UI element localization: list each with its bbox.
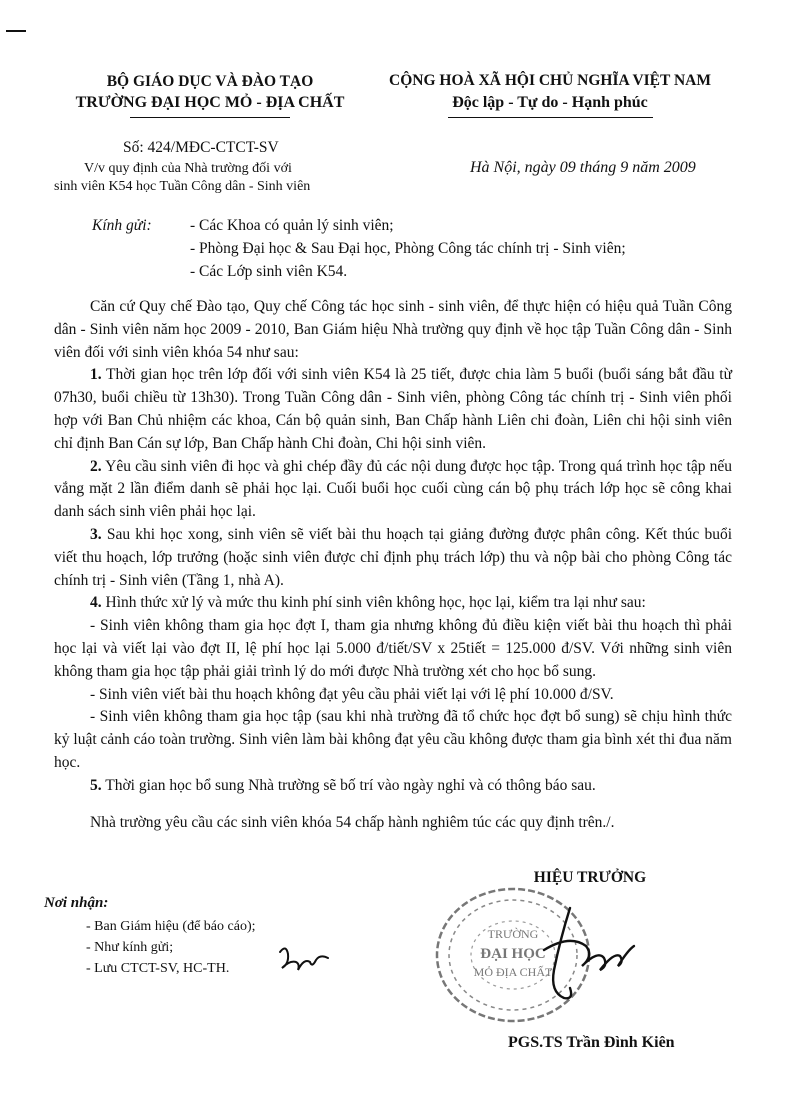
subject-line-1: V/v quy định của Nhà trường đối với <box>84 161 292 176</box>
sub-item: - Sinh viên không tham gia học đợt I, tham gia nhưng không đủ điều kiện viết bài thu hoạch thì phải học lại và viết lại vào đợt II, lệ phí học lại 5.000 đ/tiết/SV x 25tiết = 125.000 đ/SV. Với những sinh viên không tham gia học tập phải giải trình lý do mới được Nhà trường xét cho học bổ sung. <box>54 617 732 680</box>
header-underline-right <box>448 117 653 118</box>
intro-paragraph: Căn cứ Quy chế Đào tạo, Quy chế Công tác học sinh - sinh viên, để thực hiện có hiệu quả Tuần Công dân - Sinh viên năm học 2009 - 2010, Ban Giám hiệu Nhà trường quy định về học tập Tuần Công dân - Sinh viên đối với sinh viên khóa 54 như sau: <box>54 298 732 361</box>
addressee-item: - Phòng Đại học & Sau Đại học, Phòng Công tác chính trị - Sinh viên; <box>190 240 626 257</box>
country-name: CỘNG HOÀ XÃ HỘI CHỦ NGHĨA VIỆT NAM <box>389 72 711 89</box>
sub-item: - Sinh viên không tham gia học tập (sau khi nhà trường đã tổ chức học đợt bổ sung) sẽ chịu hình thức kỷ luật cảnh cáo toàn trường. Sinh viên làm bài không đạt yêu cầu không được tham gia bình xét thi đua năm học. <box>54 708 732 771</box>
closing-paragraph: Nhà trường yêu cầu các sinh viên khóa 54 chấp hành nghiêm túc các quy định trên./. <box>90 813 615 831</box>
subject-line-2: sinh viên K54 học Tuần Công dân - Sinh viên <box>54 179 311 194</box>
document-number: Số: 424/MĐC-CTCT-SV <box>123 139 279 156</box>
addressee-item: - Các Khoa có quản lý sinh viên; <box>190 217 394 234</box>
initials-signature-icon <box>276 942 332 976</box>
body-item-4 <box>54 592 732 615</box>
item-text: Hình thức xử lý và mức thu kinh phí sinh viên không học, học lại, kiểm tra lại như sau: <box>105 594 646 612</box>
item-number: 2. <box>90 457 102 475</box>
ministry-name: BỘ GIÁO DỤC VÀ ĐÀO TẠO <box>106 73 314 90</box>
item-number: 4. <box>90 594 102 612</box>
item-number: 1. <box>90 366 102 384</box>
addressees-label: Kính gửi: <box>92 217 152 234</box>
svg-text:ĐẠI HỌC: ĐẠI HỌC <box>480 946 546 962</box>
item-number: 3. <box>90 525 102 543</box>
body-item-2 <box>54 456 732 524</box>
svg-text:TRƯỜNG: TRƯỜNG <box>487 927 539 941</box>
body-item-1 <box>54 364 732 455</box>
recipients-label: Nơi nhận: <box>44 895 109 911</box>
sub-item: - Sinh viên viết bài thu hoạch không đạt yêu cầu phải viết lại với lệ phí 10.000 đ/SV. <box>90 685 614 703</box>
signatory-title: HIỆU TRƯỞNG <box>533 869 647 886</box>
header-underline-left <box>130 117 290 118</box>
signatory-name: PGS.TS Trần Đình Kiên <box>508 1034 675 1051</box>
recipients-list <box>86 916 256 979</box>
addressee-item: - Các Lớp sinh viên K54. <box>190 263 348 280</box>
item-text: Thời gian học bổ sung Nhà trường sẽ bố trí vào ngày nghỉ và có thông báo sau. <box>105 776 596 794</box>
recipient-item: - Lưu CTCT-SV, HC-TH. <box>86 961 230 976</box>
recipient-item: - Như kính gửi; <box>86 940 174 955</box>
item-number: 5. <box>90 776 102 794</box>
item-text: Sau khi học xong, sinh viên sẽ viết bài thu hoạch tại giảng đường được phân công. Kết thúc buổi viết thu hoạch, lớp trưởng (hoặc sinh viên được chỉ định phụ trách lớp) thu và nộp bài cho phòng Công tác chính trị - Sinh viên (Tầng 1, nhà A). <box>54 525 732 589</box>
body-item-5 <box>54 775 732 798</box>
addressees-list <box>190 214 750 283</box>
body-item-3 <box>54 524 732 592</box>
principal-signature-icon <box>530 900 640 1010</box>
university-name: TRƯỜNG ĐẠI HỌC MỎ - ĐỊA CHẤT <box>75 94 345 111</box>
svg-text:MỎ ĐỊA CHẤT: MỎ ĐỊA CHẤT <box>473 965 553 979</box>
document-date: Hà Nội, ngày 09 tháng 9 năm 2009 <box>470 159 696 176</box>
document-body <box>54 296 732 834</box>
corner-mark <box>6 30 26 32</box>
motto: Độc lập - Tự do - Hạnh phúc <box>452 94 648 111</box>
recipient-item: - Ban Giám hiệu (để báo cáo); <box>86 919 256 934</box>
item-text: Yêu cầu sinh viên đi học và ghi chép đầy đủ các nội dung được học tập. Trong quá trình học tập nếu vắng mặt 2 lần điểm danh sẽ phải học lại. Cuối buổi học cuối cùng cán bộ phụ trách lớp học sẽ công khai danh sách sinh viên phải học lại. <box>54 457 732 521</box>
item-text: Thời gian học trên lớp đối với sinh viên K54 là 25 tiết, được chia làm 5 buổi (buổi sáng bắt đầu từ 07h30, buổi chiều từ 13h30). Trong Tuần Công dân - Sinh viên, phòng Công tác chính trị - Sinh viên phối hợp với Ban Chủ nhiệm các khoa, Cán bộ quản sinh, Ban Chấp hành Liên chi đoàn, Liên chi hội sinh viên chỉ định Ban Cán sự lớp, Ban Chấp hành Chi đoàn, Chi hội sinh viên. <box>54 366 732 452</box>
